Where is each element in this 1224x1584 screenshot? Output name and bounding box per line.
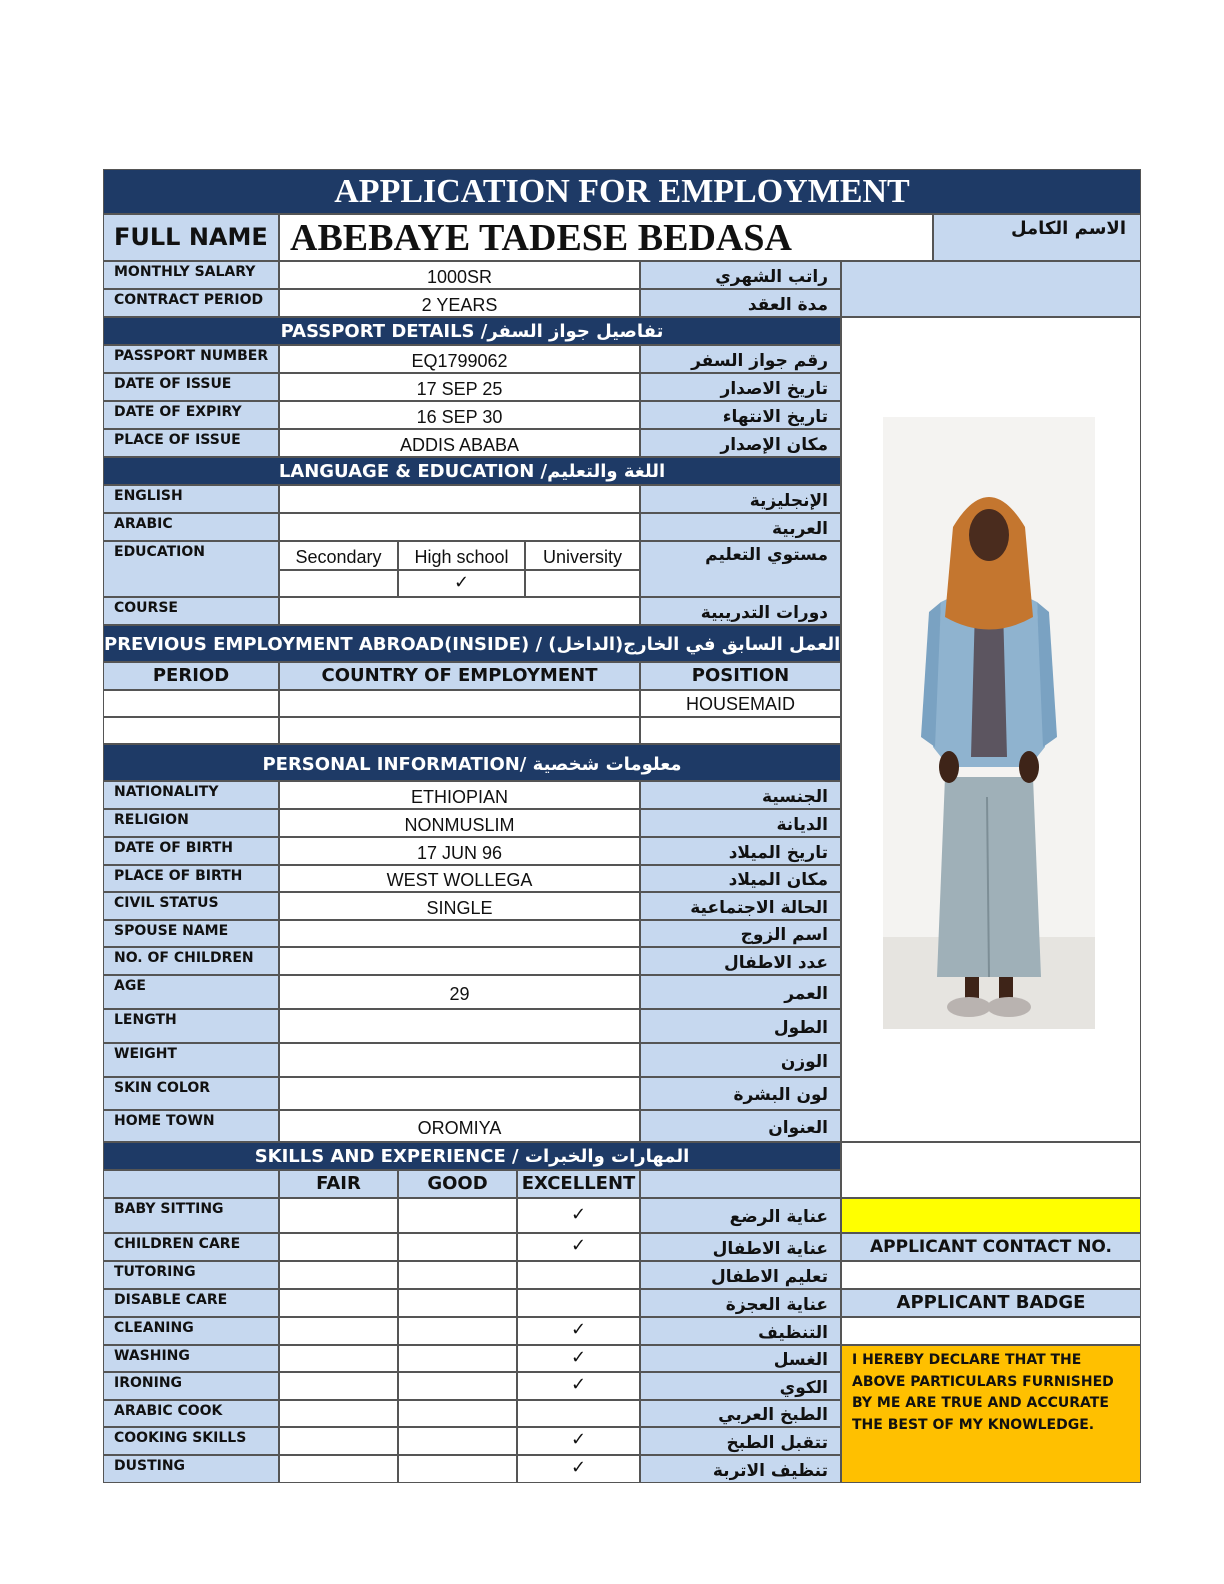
- skills-column-1: GOOD: [398, 1170, 517, 1198]
- form-title: APPLICATION FOR EMPLOYMENT: [103, 169, 1141, 214]
- passport-field-1-arabic: تاريخ الاصدار: [640, 373, 841, 401]
- skill-arabic-0: عناية الرضع: [640, 1198, 841, 1233]
- skill-fair-3: [279, 1289, 398, 1317]
- skill-excellent-1: ✓: [517, 1233, 640, 1261]
- personal-field-3-arabic: مكان الميلاد: [640, 865, 841, 892]
- top-field-1-arabic: مدة العقد: [640, 289, 841, 317]
- personal-field-6-label: NO. OF CHILDREN: [103, 947, 279, 975]
- english-value: [279, 485, 640, 513]
- personal-field-7-label: AGE: [103, 975, 279, 1009]
- personal-field-9-arabic: الوزن: [640, 1043, 841, 1077]
- skill-fair-2: [279, 1261, 398, 1289]
- personal-field-1-label: RELIGION: [103, 809, 279, 837]
- personal-field-0-arabic: الجنسية: [640, 781, 841, 809]
- skill-good-3: [398, 1289, 517, 1317]
- passport-field-3-arabic: مكان الإصدار: [640, 429, 841, 457]
- passport-field-0-label: PASSPORT NUMBER: [103, 345, 279, 373]
- skill-label-1: CHILDREN CARE: [103, 1233, 279, 1261]
- previous-cell-1-0: [103, 717, 279, 744]
- skill-fair-4: [279, 1317, 398, 1345]
- skill-excellent-0: ✓: [517, 1198, 640, 1233]
- skill-fair-1: [279, 1233, 398, 1261]
- skill-fair-5: [279, 1345, 398, 1372]
- top-right-blank: [841, 261, 1141, 317]
- passport-field-2-arabic: تاريخ الانتهاء: [640, 401, 841, 429]
- skill-excellent-4: ✓: [517, 1317, 640, 1345]
- passport-field-3-label: PLACE OF ISSUE: [103, 429, 279, 457]
- passport-field-0-arabic: رقم جواز السفر: [640, 345, 841, 373]
- skill-label-8: COOKING SKILLS: [103, 1427, 279, 1455]
- personal-field-9-label: WEIGHT: [103, 1043, 279, 1077]
- personal-field-0-label: NATIONALITY: [103, 781, 279, 809]
- english-label: ENGLISH: [103, 485, 279, 513]
- passport-field-0-value: EQ1799062: [279, 345, 640, 373]
- skill-fair-7: [279, 1400, 398, 1427]
- passport-field-2-label: DATE OF EXPIRY: [103, 401, 279, 429]
- previous-cell-1-2: [640, 717, 841, 744]
- education-mark-2: [525, 570, 640, 597]
- personal-field-2-arabic: تاريخ الميلاد: [640, 837, 841, 865]
- skills-header-blank-ar: [640, 1170, 841, 1198]
- applicant-photo: [883, 417, 1095, 1029]
- personal-field-2-value: 17 JUN 96: [279, 837, 640, 865]
- top-field-1-label: CONTRACT PERIOD: [103, 289, 279, 317]
- skill-arabic-4: التنظيف: [640, 1317, 841, 1345]
- skill-arabic-1: عناية الاطفال: [640, 1233, 841, 1261]
- arabic-label: ARABIC: [103, 513, 279, 541]
- full-name-arabic: الاسم الكامل: [933, 214, 1141, 261]
- skill-arabic-7: الطبخ العربي: [640, 1400, 841, 1427]
- contact-label: APPLICANT CONTACT NO.: [841, 1233, 1141, 1261]
- skill-fair-0: [279, 1198, 398, 1233]
- personal-field-8-label: LENGTH: [103, 1009, 279, 1043]
- education-option-1: High school: [398, 541, 525, 570]
- skill-label-7: ARABIC COOK: [103, 1400, 279, 1427]
- skill-good-6: [398, 1372, 517, 1400]
- language-section-header: LANGUAGE & EDUCATION /اللغة والتعليم: [103, 457, 841, 485]
- skill-excellent-7: [517, 1400, 640, 1427]
- personal-field-9-value: [279, 1043, 640, 1077]
- skill-fair-6: [279, 1372, 398, 1400]
- personal-field-5-arabic: اسم الزوج: [640, 920, 841, 947]
- skill-excellent-2: [517, 1261, 640, 1289]
- skill-fair-8: [279, 1427, 398, 1455]
- personal-field-5-value: [279, 920, 640, 947]
- skill-excellent-6: ✓: [517, 1372, 640, 1400]
- personal-field-1-value: NONMUSLIM: [279, 809, 640, 837]
- previous-cell-0-0: [103, 690, 279, 717]
- personal-field-7-value: 29: [279, 975, 640, 1009]
- skills-header-blank: [103, 1170, 279, 1198]
- previous-cell-0-2: HOUSEMAID: [640, 690, 841, 717]
- skill-label-3: DISABLE CARE: [103, 1289, 279, 1317]
- skill-label-4: CLEANING: [103, 1317, 279, 1345]
- full-name-value: ABEBAYE TADESE BEDASA: [279, 214, 933, 261]
- skill-arabic-8: تتقبل الطبخ: [640, 1427, 841, 1455]
- personal-field-2-label: DATE OF BIRTH: [103, 837, 279, 865]
- skill-label-9: DUSTING: [103, 1455, 279, 1483]
- arabic-value: [279, 513, 640, 541]
- personal-field-11-value: OROMIYA: [279, 1110, 640, 1142]
- skills-section-header: SKILLS AND EXPERIENCE / المهارات والخبرات: [103, 1142, 841, 1170]
- contact-highlight: [841, 1198, 1141, 1233]
- skill-fair-9: [279, 1455, 398, 1483]
- top-field-0-value: 1000SR: [279, 261, 640, 289]
- skill-arabic-5: الغسل: [640, 1345, 841, 1372]
- skills-right-blank: [841, 1142, 1141, 1198]
- english-arabic: الإنجليزية: [640, 485, 841, 513]
- passport-field-3-value: ADDIS ABABA: [279, 429, 640, 457]
- personal-field-4-value: SINGLE: [279, 892, 640, 920]
- education-label: EDUCATION: [103, 541, 279, 597]
- skills-column-0: FAIR: [279, 1170, 398, 1198]
- education-option-0: Secondary: [279, 541, 398, 570]
- skill-arabic-6: الكوي: [640, 1372, 841, 1400]
- skill-good-4: [398, 1317, 517, 1345]
- skill-arabic-2: تعليم الاطفال: [640, 1261, 841, 1289]
- personal-field-10-label: SKIN COLOR: [103, 1077, 279, 1110]
- badge-label: APPLICANT BADGE: [841, 1289, 1141, 1317]
- education-arabic: مستوي التعليم: [640, 541, 841, 597]
- skill-arabic-3: عناية العجزة: [640, 1289, 841, 1317]
- previous-column-2: POSITION: [640, 662, 841, 690]
- personal-field-3-label: PLACE OF BIRTH: [103, 865, 279, 892]
- skill-good-5: [398, 1345, 517, 1372]
- top-field-0-label: MONTHLY SALARY: [103, 261, 279, 289]
- skill-good-7: [398, 1400, 517, 1427]
- personal-field-8-arabic: الطول: [640, 1009, 841, 1043]
- course-label: COURSE: [103, 597, 279, 625]
- personal-field-11-label: HOME TOWN: [103, 1110, 279, 1142]
- skill-excellent-9: ✓: [517, 1455, 640, 1483]
- personal-field-0-value: ETHIOPIAN: [279, 781, 640, 809]
- skill-label-5: WASHING: [103, 1345, 279, 1372]
- top-field-1-value: 2 YEARS: [279, 289, 640, 317]
- arabic-arabic: العربية: [640, 513, 841, 541]
- skill-label-0: BABY SITTING: [103, 1198, 279, 1233]
- skill-good-8: [398, 1427, 517, 1455]
- personal-field-3-value: WEST WOLLEGA: [279, 865, 640, 892]
- education-mark-0: [279, 570, 398, 597]
- personal-field-6-arabic: عدد الاطفال: [640, 947, 841, 975]
- personal-field-1-arabic: الديانة: [640, 809, 841, 837]
- personal-section-header: PERSONAL INFORMATION/ معلومات شخصية: [103, 744, 841, 781]
- previous-column-1: COUNTRY OF EMPLOYMENT: [279, 662, 640, 690]
- previous-cell-0-1: [279, 690, 640, 717]
- previous-column-0: PERIOD: [103, 662, 279, 690]
- personal-field-6-value: [279, 947, 640, 975]
- passport-field-1-value: 17 SEP 25: [279, 373, 640, 401]
- skill-excellent-3: [517, 1289, 640, 1317]
- declaration: I HEREBY DECLARE THAT THE ABOVE PARTICULARS FURNISHED BY ME ARE TRUE AND ACCURATE THE BEST OF MY KNOWLEDGE.: [841, 1345, 1141, 1483]
- passport-field-1-label: DATE OF ISSUE: [103, 373, 279, 401]
- skill-good-0: [398, 1198, 517, 1233]
- skill-good-9: [398, 1455, 517, 1483]
- personal-field-4-arabic: الحالة الاجتماعية: [640, 892, 841, 920]
- skills-column-2: EXCELLENT: [517, 1170, 640, 1198]
- skill-good-1: [398, 1233, 517, 1261]
- education-option-2: University: [525, 541, 640, 570]
- course-arabic: دورات التدريبية: [640, 597, 841, 625]
- skill-arabic-9: تنظيف الاتربة: [640, 1455, 841, 1483]
- personal-field-7-arabic: العمر: [640, 975, 841, 1009]
- previous-employment-header: PREVIOUS EMPLOYMENT ABROAD(INSIDE) / العمل السابق في الخارج(الداخل): [103, 625, 841, 662]
- course-value: [279, 597, 640, 625]
- badge-value: [841, 1317, 1141, 1345]
- contact-value: [841, 1261, 1141, 1289]
- full-name-label: FULL NAME: [103, 214, 279, 261]
- personal-field-11-arabic: العنوان: [640, 1110, 841, 1142]
- skill-label-2: TUTORING: [103, 1261, 279, 1289]
- skill-good-2: [398, 1261, 517, 1289]
- skill-excellent-5: ✓: [517, 1345, 640, 1372]
- personal-field-5-label: SPOUSE NAME: [103, 920, 279, 947]
- previous-cell-1-1: [279, 717, 640, 744]
- skill-excellent-8: ✓: [517, 1427, 640, 1455]
- personal-field-8-value: [279, 1009, 640, 1043]
- personal-field-10-arabic: لون البشرة: [640, 1077, 841, 1110]
- personal-field-4-label: CIVIL STATUS: [103, 892, 279, 920]
- passport-section-header: PASSPORT DETAILS /تفاصيل جواز السفر: [103, 317, 841, 345]
- passport-field-2-value: 16 SEP 30: [279, 401, 640, 429]
- education-mark-1: ✓: [398, 570, 525, 597]
- top-field-0-arabic: راتب الشهري: [640, 261, 841, 289]
- skill-label-6: IRONING: [103, 1372, 279, 1400]
- personal-field-10-value: [279, 1077, 640, 1110]
